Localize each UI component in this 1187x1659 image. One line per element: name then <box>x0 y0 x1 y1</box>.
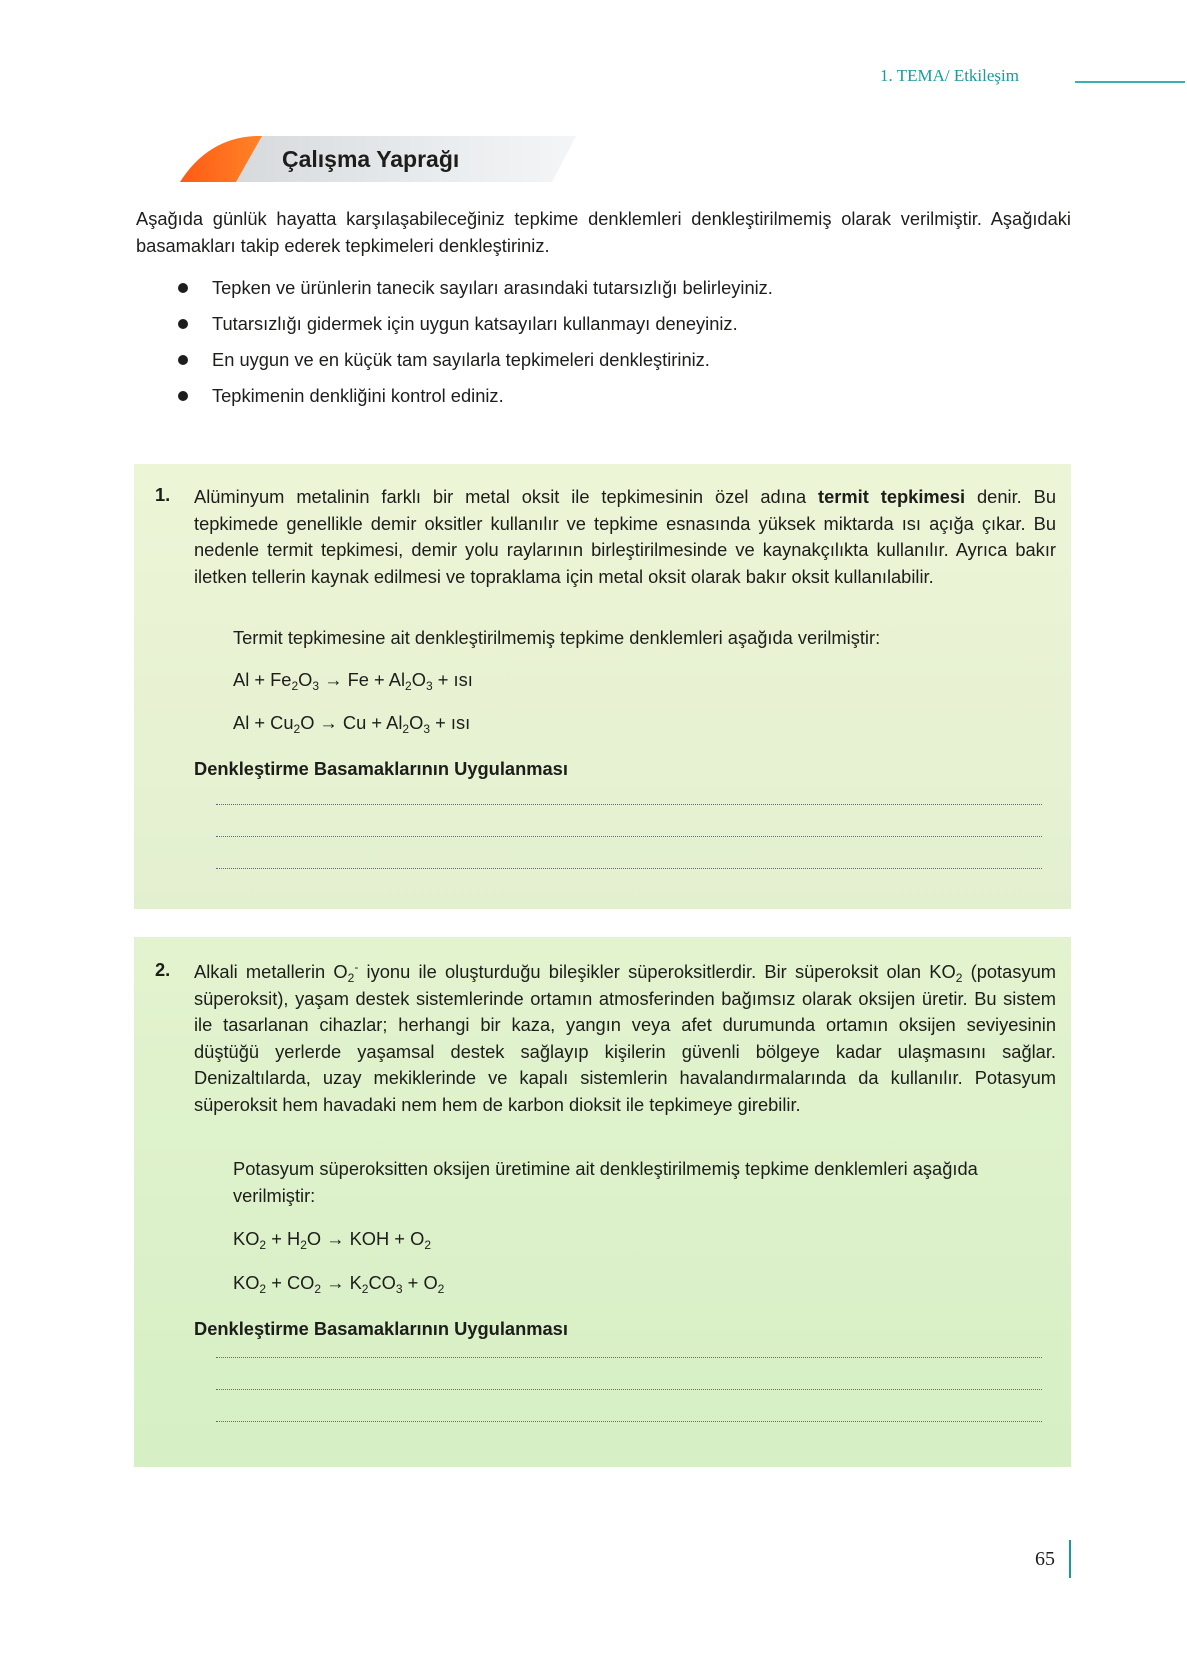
bullet-icon <box>178 283 188 293</box>
equation-3: $KO_2 + H_2O$ → KOH + $O_2$ <box>233 1228 431 1252</box>
question-2-lead: Potasyum süperoksitten oksijen üretimine ait denkleştirilmemiş tepkime denklemleri aşağıda verilmiştir: <box>233 1158 978 1206</box>
answer-line[interactable] <box>216 1357 1042 1358</box>
section-subhead: Denkleştirme Basamaklarının Uygulanması <box>194 1318 568 1339</box>
question-number: 2. <box>155 959 171 980</box>
running-head: 1. TEMA/ Etkileşim <box>880 66 1019 85</box>
title-banner <box>178 134 578 184</box>
question-number: 1. <box>155 484 171 505</box>
answer-line[interactable] <box>216 804 1042 805</box>
equation-2: $Al + Cu_2O \to Cu + Al_2O_3$ + ısı <box>233 712 471 736</box>
bullet-icon <box>178 355 188 365</box>
answer-line[interactable] <box>216 1421 1042 1422</box>
question-2-text: Alkali metallerin $O_2^-$ iyonu ile oluşturduğu bileşikler süperoksitlerdir. Bir süperoksit olan $KO_2$ (potasyum süperoksit), yaşam destek sistemlerinde ortamın atmosferinden bağımsız olarak oksijen üretir. Bu sistem ile tasarlanan cihazlar; herhangi bir kaza, yangın veya afet durumunda ortamın oksijen seviyesinin düştüğü yerlerde yaşamsal destek sağlayıp kişilerin güvenli bölgeye kadar ulaşmasını sağlar. Denizaltılarda, uzay mekiklerinde ve kapalı sistemlerin havalandırmalarında da kullanılır. Potasyum süperoksit hem havadaki nem hem de karbon dioksit ile tepkimeye girebilir. <box>194 960 1056 1115</box>
intro-line-1: Aşağıda günlük hayatta karşılaşabileceğiniz tepkime denklemleri denkleştirilmemiş olarak verilmiştir. <box>136 208 982 229</box>
answer-line[interactable] <box>216 868 1042 869</box>
term-bold: termit tepkimesi <box>818 486 966 507</box>
page-number-rule <box>1069 1540 1071 1578</box>
intro-line-2: Aşağıdaki basamakları takip ederek tepkimeleri denkleştiriniz. <box>136 208 1071 256</box>
question-1-lead: Termit tepkimesine ait denkleştirilmemiş tepkime denklemleri aşağıda verilmiştir: <box>233 627 881 648</box>
running-head-rule <box>1075 81 1185 83</box>
list-item: Tutarsızlığı gidermek için uygun katsayıları kullanmayı deneyiniz. <box>178 312 773 348</box>
bullet-icon <box>178 391 188 401</box>
page-title: Çalışma Yaprağı <box>282 146 460 172</box>
question-1-box <box>134 464 1071 909</box>
answer-line[interactable] <box>216 836 1042 837</box>
intro-paragraph <box>136 205 1071 259</box>
section-subhead: Denkleştirme Basamaklarının Uygulanması <box>194 758 568 779</box>
question-2-box <box>134 937 1071 1467</box>
list-item: Tepken ve ürünlerin tanecik sayıları arasındaki tutarsızlığı belirleyiniz. <box>178 276 773 312</box>
list-item: Tepkimenin denkliğini kontrol ediniz. <box>178 384 773 420</box>
answer-line[interactable] <box>216 1389 1042 1390</box>
bullet-icon <box>178 319 188 329</box>
list-item: En uygun ve en küçük tam sayılarla tepkimeleri denkleştiriniz. <box>178 348 773 384</box>
page-number: 65 <box>1035 1548 1055 1570</box>
steps-list <box>178 276 773 420</box>
equation-4: $KO_2 + CO_2 \to K_2CO_3 + O_2$ <box>233 1272 445 1296</box>
equation-1: $Al + Fe_2O_3 \to Fe + Al_2O_3$ + ısı <box>233 669 473 693</box>
question-1-text: Alüminyum metalinin farklı bir metal oksit ile tepkimesinin özel adına termit tepkimesi denir. Bu tepkimede genellikle demir oksitler kullanılır ve tepkime esnasında yüksek miktarda ısı açığa çıkar. Bu nedenle termit tepkimesi, demir yolu raylarının birleştirilmesinde ve kaynakçılıkta kullanılır. Ayrıca bakır iletken tellerin kaynak edilmesi ve topraklama için metal oksit olarak bakır oksit kullanılabilir. <box>194 486 1056 587</box>
